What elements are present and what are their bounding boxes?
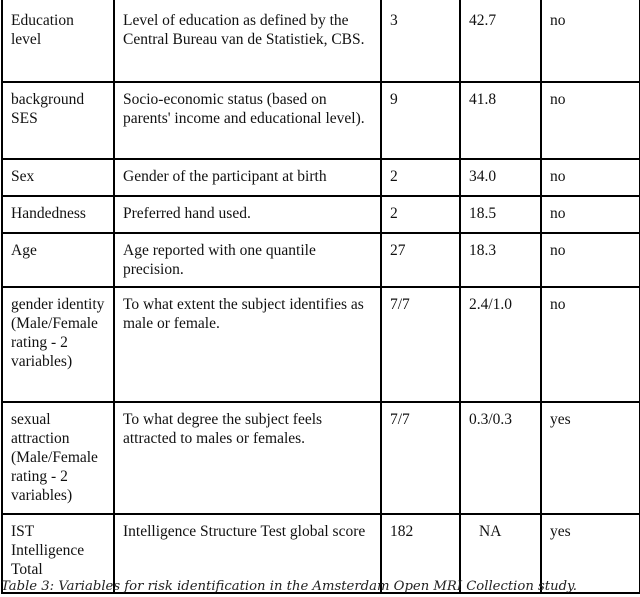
table-row — [2, 287, 640, 402]
table-row — [2, 196, 640, 233]
variable-cell: Age — [2, 233, 114, 287]
variable-cell: Education level — [2, 0, 114, 82]
flag-cell: no — [541, 82, 640, 159]
variable-cell: Sex — [2, 159, 114, 196]
description-cell: Level of education as defined by the Central Bureau van de Statistiek, CBS. — [114, 0, 381, 82]
table-row — [2, 0, 640, 82]
levels-cell: 2 — [381, 196, 460, 233]
levels-cell: 9 — [381, 82, 460, 159]
description-cell: Age reported with one quantile precision. — [114, 233, 381, 287]
value-cell: NA — [460, 514, 541, 593]
description-cell: Preferred hand used. — [114, 196, 381, 233]
value-cell: 42.7 — [460, 0, 541, 82]
levels-cell: 2 — [381, 159, 460, 196]
description-cell: Intelligence Structure Test global score — [114, 514, 381, 593]
value-cell: 0.3/0.3 — [460, 402, 541, 514]
flag-cell: no — [541, 159, 640, 196]
variable-cell: gender identity (Male/Female rating - 2 variables) — [2, 287, 114, 402]
flag-cell: yes — [541, 514, 640, 593]
value-cell: 41.8 — [460, 82, 541, 159]
variables-table — [1, 0, 640, 594]
description-cell: Socio-economic status (based on parents' income and educational level). — [114, 82, 381, 159]
levels-cell: 7/7 — [381, 287, 460, 402]
table-row — [2, 159, 640, 196]
levels-cell: 7/7 — [381, 402, 460, 514]
value-cell: 18.3 — [460, 233, 541, 287]
description-cell: To what degree the subject feels attracted to males or females. — [114, 402, 381, 514]
flag-cell: no — [541, 0, 640, 82]
levels-cell: 27 — [381, 233, 460, 287]
description-cell: Gender of the participant at birth — [114, 159, 381, 196]
levels-cell: 182 — [381, 514, 460, 593]
value-cell: 2.4/1.0 — [460, 287, 541, 402]
table-row — [2, 82, 640, 159]
flag-cell: yes — [541, 402, 640, 514]
flag-cell: no — [541, 287, 640, 402]
table-row — [2, 233, 640, 287]
table-caption: Table 3: Variables for risk identification in the Amsterdam Open MRI Collection study. — [1, 579, 577, 594]
description-cell: To what extent the subject identifies as male or female. — [114, 287, 381, 402]
value-cell: 18.5 — [460, 196, 541, 233]
variable-cell: IST Intelligence Total — [2, 514, 114, 593]
variable-cell: background SES — [2, 82, 114, 159]
value-cell: 34.0 — [460, 159, 541, 196]
table-row — [2, 402, 640, 514]
variable-cell: sexual attraction (Male/Female rating - 2 variables) — [2, 402, 114, 514]
levels-cell: 3 — [381, 0, 460, 82]
variable-cell: Handedness — [2, 196, 114, 233]
variables-table-container — [1, 0, 639, 594]
flag-cell: no — [541, 233, 640, 287]
flag-cell: no — [541, 196, 640, 233]
